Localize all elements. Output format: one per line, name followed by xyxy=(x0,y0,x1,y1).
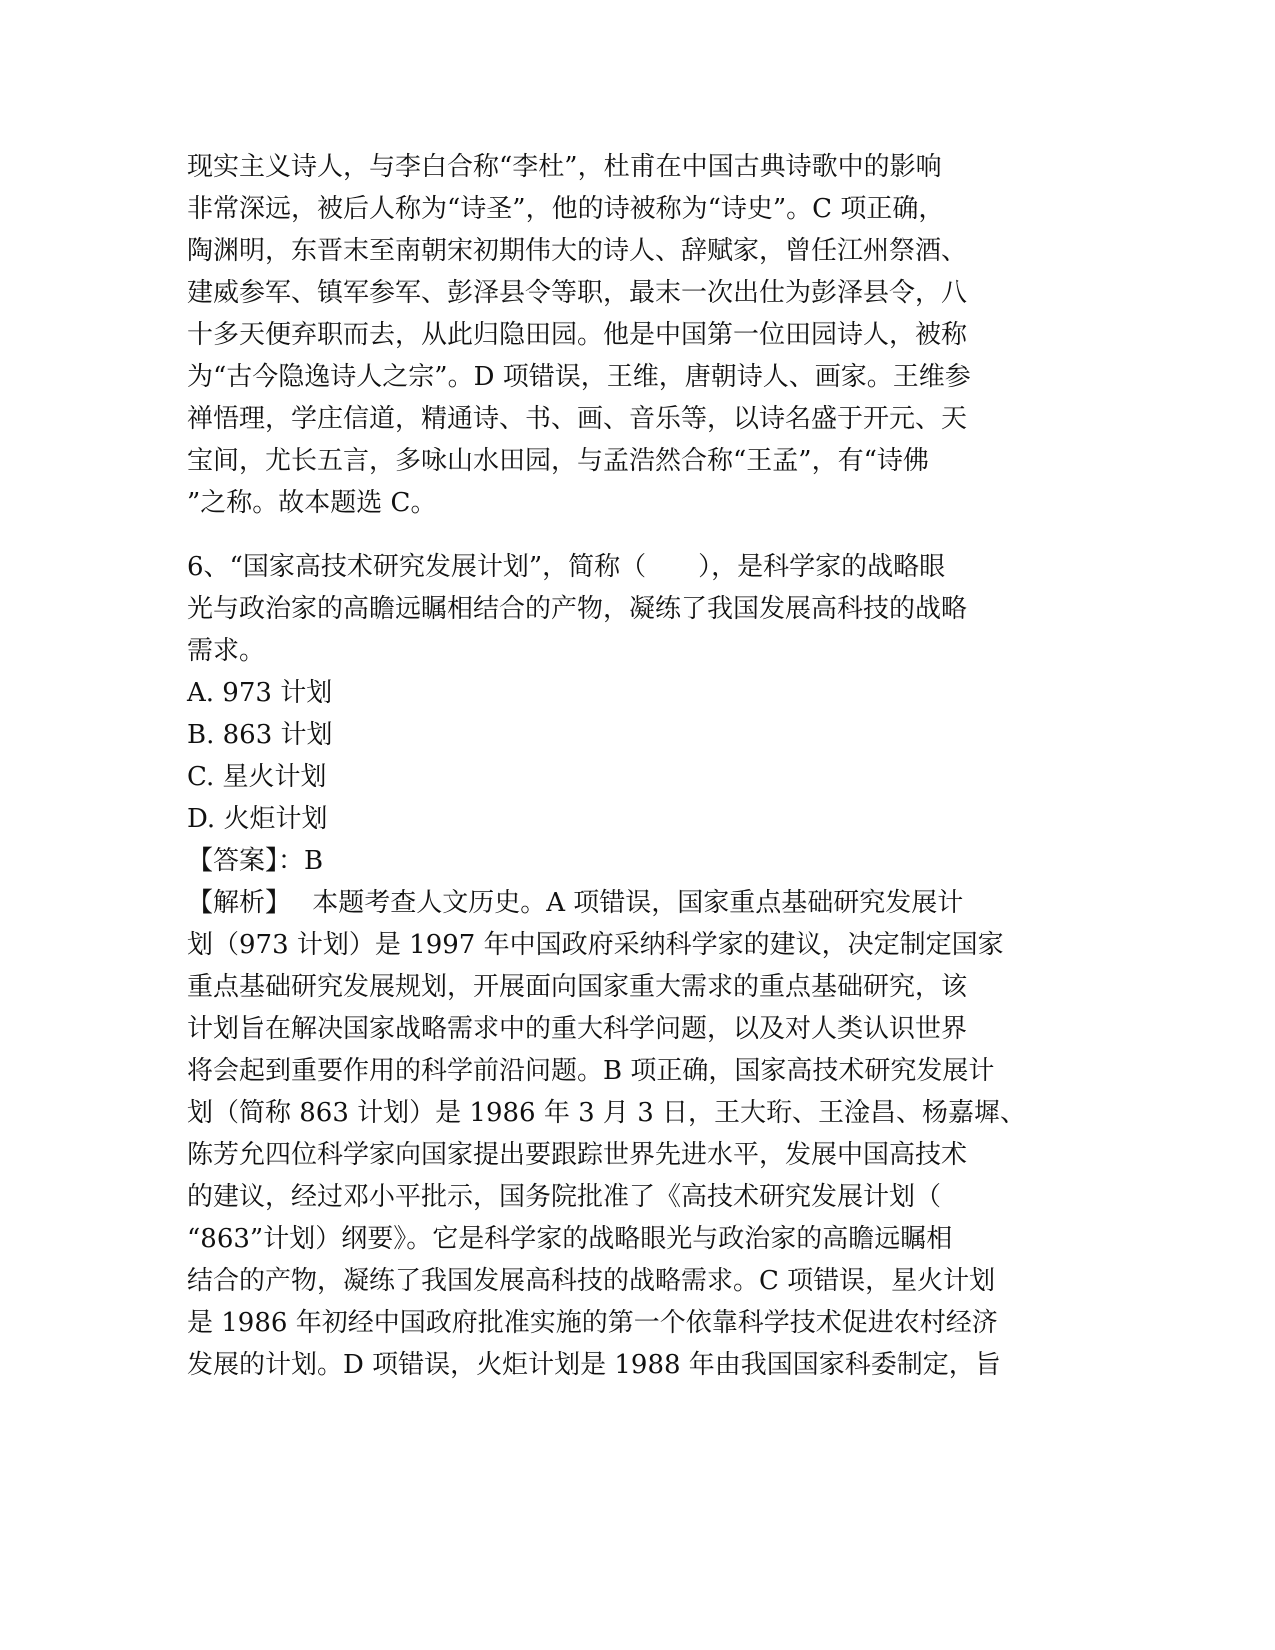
question-stem-line-1: 6、“国家高技术研究发展计划”，简称（ ），是科学家的战略眼 xyxy=(187,552,946,582)
page-content xyxy=(187,146,1067,1386)
option-c: C. 星火计划 xyxy=(187,762,327,792)
question-stem-line-3: 需求。 xyxy=(187,636,266,666)
answer-line: 【答案】：B xyxy=(187,846,324,876)
prev-explanation-line-6: 为“古今隐逸诗人之宗”。D 项错误，王维，唐朝诗人、画家。王维参 xyxy=(187,362,971,392)
explanation-line-5: 将会起到重要作用的科学前沿问题。B 项正确，国家高技术研究发展计 xyxy=(187,1056,995,1086)
explanation-line-2: 划（973 计划）是 1997 年中国政府采纳科学家的建议，决定制定国家 xyxy=(187,930,1004,960)
prev-explanation-line-1: 现实主义诗人，与李白合称“李杜”，杜甫在中国古典诗歌中的影响 xyxy=(187,152,942,182)
option-d: D. 火炬计划 xyxy=(187,804,328,834)
section-gap xyxy=(187,524,1067,546)
prev-explanation-line-3: 陶渊明，东晋末至南朝宋初期伟大的诗人、辞赋家，曾任江州祭酒、 xyxy=(187,236,968,266)
question-stem-line-2: 光与政治家的高瞻远瞩相结合的产物，凝练了我国发展高科技的战略 xyxy=(187,594,968,624)
prev-explanation-line-9: ”之称。故本题选 C。 xyxy=(187,488,437,518)
option-a: A. 973 计划 xyxy=(187,678,333,708)
prev-explanation-line-7: 禅悟理，学庄信道，精通诗、书、画、音乐等，以诗名盛于开元、天 xyxy=(187,404,968,434)
explanation-line-1: 【解析】 本题考查人文历史。A 项错误，国家重点基础研究发展计 xyxy=(187,888,964,918)
option-b: B. 863 计划 xyxy=(187,720,333,750)
explanation-line-9: “863”计划）纲要》。它是科学家的战略眼光与政治家的高瞻远瞩相 xyxy=(187,1224,953,1254)
prev-explanation-line-8: 宝间，尤长五言，多咏山水田园，与孟浩然合称“王孟”，有“诗佛 xyxy=(187,446,929,476)
explanation-line-12: 发展的计划。D 项错误，火炬计划是 1988 年由我国国家科委制定，旨 xyxy=(187,1350,1001,1380)
explanation-line-8: 的建议，经过邓小平批示，国务院批准了《高技术研究发展计划（ xyxy=(187,1182,942,1212)
prev-explanation-line-4: 建威参军、镇军参军、彭泽县令等职，最末一次出仕为彭泽县令，八 xyxy=(187,278,968,308)
explanation-line-11: 是 1986 年初经中国政府批准实施的第一个依靠科学技术促进农村经济 xyxy=(187,1308,998,1338)
explanation-line-6: 划（简称 863 计划）是 1986 年 3 月 3 日，王大珩、王淦昌、杨嘉墀、 xyxy=(187,1098,1026,1128)
explanation-line-10: 结合的产物，凝练了我国发展高科技的战略需求。C 项错误，星火计划 xyxy=(187,1266,996,1296)
explanation-line-7: 陈芳允四位科学家向国家提出要跟踪世界先进水平，发展中国高技术 xyxy=(187,1140,968,1170)
prev-explanation-line-5: 十多天便弃职而去，从此归隐田园。他是中国第一位田园诗人，被称 xyxy=(187,320,968,350)
explanation-line-4: 计划旨在解决国家战略需求中的重大科学问题，以及对人类认识世界 xyxy=(187,1014,968,1044)
explanation-line-3: 重点基础研究发展规划，开展面向国家重大需求的重点基础研究，该 xyxy=(187,972,968,1002)
prev-explanation-line-2: 非常深远，被后人称为“诗圣”，他的诗被称为“诗史”。C 项正确， xyxy=(187,194,945,224)
